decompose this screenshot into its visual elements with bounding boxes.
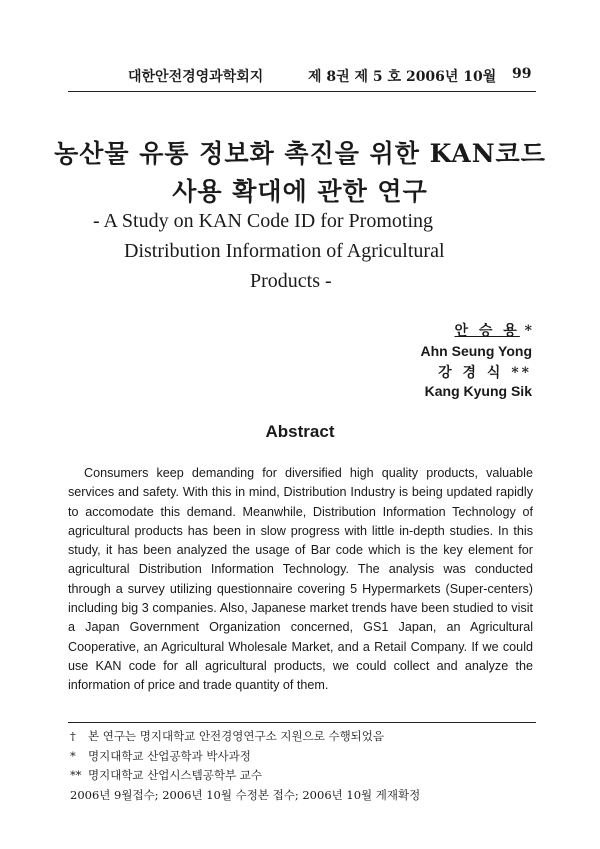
footnote-text: 2006년 9월접수; 2006년 10월 수정본 접수; 2006년 10월 게재확정 xyxy=(70,788,421,802)
footnote-dates xyxy=(70,787,420,803)
footnote-rule xyxy=(68,722,536,723)
running-header xyxy=(0,66,600,90)
title-english-line-1: - A Study on KAN Code ID for Promoting xyxy=(93,210,433,232)
author-1-english: Ahn Seung Yong xyxy=(420,343,532,359)
author-2-korean xyxy=(438,362,532,382)
footnote-text: 본 연구는 명지대학교 안전경영연구소 지원으로 수행되었음 xyxy=(88,729,384,743)
abstract-heading: Abstract xyxy=(265,422,335,441)
header-rule xyxy=(68,91,536,92)
page-number: 99 xyxy=(512,66,532,82)
author-2-english: Kang Kyung Sik xyxy=(424,383,532,399)
author-1-marker: * xyxy=(524,323,532,339)
footnote-funding xyxy=(70,728,384,744)
footnote-mark: ** xyxy=(70,768,82,782)
footnote-text: 명지대학교 산업시스템공학부 교수 xyxy=(88,768,262,782)
footnote-mark: † xyxy=(70,729,76,743)
title-english-line-3: Products - xyxy=(250,270,332,292)
title-korean-line-1: 농산물 유통 정보화 촉진을 위한 KAN코드 xyxy=(54,139,546,168)
footnote-author-2 xyxy=(70,767,262,783)
author-1-korean-name: 안 승 용 xyxy=(454,323,520,339)
issue-info: 제 8권 제 5 호 2006년 10월 xyxy=(308,69,497,85)
author-2-marker: ** xyxy=(511,365,532,381)
title-english-line-2: Distribution Information of Agricultural xyxy=(124,240,445,262)
footnote-author-1 xyxy=(70,748,251,764)
journal-name: 대한안전경영과학회지 xyxy=(128,69,264,85)
author-1-korean xyxy=(454,320,532,340)
abstract-text: Consumers keep demanding for diversified high quality products, valuable services and safety. With this in mind, Distribution Industry is being updated rapidly to accomodate this demand. Meanwhile, Distribution Information Technology of agricultural products has been in slow progress with little in-depth studies. In this study, it has been analyzed the usage of Bar code which is the key element for agricultural Distribution Information Technology. The analysis was conducted through a survey utilizing questionnaire covering 5 Hypermarkets (Super-centers) including big 3 companies. Also, Japanese market trends have been studied to visit a Japan Government Organization concerned, GS1 Japan, an Agricultural Cooperative, an Agricultural Wholesale Market, and a Retail Company. If we could use KAN code for all agricultural products, we could collect and analyze the information of price and trade quantity of them. xyxy=(68,466,533,693)
title-korean-line-2: 사용 확대에 관한 연구 xyxy=(172,177,428,206)
author-2-korean-name: 강 경 식 xyxy=(438,365,504,381)
footnote-text: 명지대학교 산업공학과 박사과정 xyxy=(88,749,251,763)
footnote-mark: * xyxy=(70,749,76,763)
